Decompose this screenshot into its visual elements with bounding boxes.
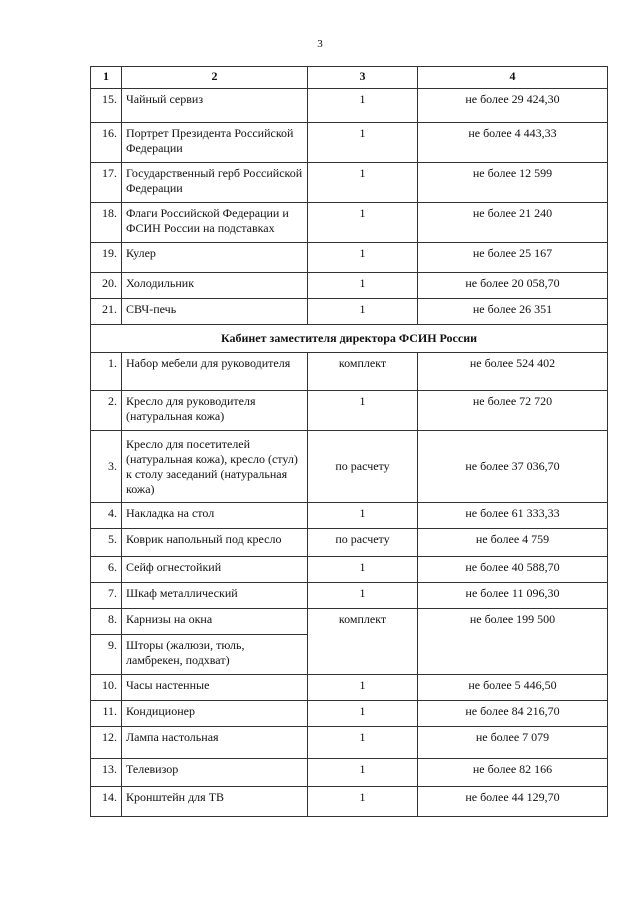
item-name: Сейф огнестойкий [122,557,308,583]
item-price: не более 72 720 [418,391,608,431]
row-number: 21. [91,299,122,325]
item-price: не более 7 079 [418,727,608,759]
item-name: СВЧ-печь [122,299,308,325]
item-qty: по расчету [308,431,418,503]
item-name: Лампа настольная [122,727,308,759]
row-number: 5. [91,529,122,557]
item-name: Карнизы на окна [122,609,308,635]
row-number: 11. [91,701,122,727]
item-qty: 1 [308,787,418,817]
table-header-row [91,67,608,89]
item-qty: 1 [308,123,418,163]
item-price: не более 82 166 [418,759,608,787]
item-qty: 1 [308,89,418,123]
item-price: не более 40 588,70 [418,557,608,583]
item-qty: 1 [308,675,418,701]
item-price: не более 199 500 [418,609,608,675]
row-number: 6. [91,557,122,583]
item-price: не более 84 216,70 [418,701,608,727]
item-name: Кондиционер [122,701,308,727]
item-price: не более 44 129,70 [418,787,608,817]
item-name: Шторы (жалюзи, тюль, ламбрекен, подхват) [122,635,308,675]
item-name: Холодильник [122,273,308,299]
table-row [91,529,608,557]
item-name: Чайный сервиз [122,89,308,123]
row-number: 8. [91,609,122,635]
table-row [91,243,608,273]
table-row [91,701,608,727]
item-price: не более 29 424,30 [418,89,608,123]
item-name: Коврик напольный под кресло [122,529,308,557]
row-number: 19. [91,243,122,273]
section-title: Кабинет заместителя директора ФСИН России [91,325,608,353]
item-name: Кронштейн для ТВ [122,787,308,817]
item-qty: 1 [308,273,418,299]
item-price: не более 21 240 [418,203,608,243]
item-name: Набор мебели для руководителя [122,353,308,391]
item-price: не более 4 443,33 [418,123,608,163]
item-price: не более 61 333,33 [418,503,608,529]
row-number: 10. [91,675,122,701]
item-name: Кулер [122,243,308,273]
item-price: не более 11 096,30 [418,583,608,609]
table-row [91,353,608,391]
item-price: не более 4 759 [418,529,608,557]
table-row [91,299,608,325]
table-row [91,675,608,701]
item-qty: 1 [308,243,418,273]
row-number: 17. [91,163,122,203]
item-name: Кресло для руководителя (натуральная кожа) [122,391,308,431]
item-qty: комплект [308,353,418,391]
table-row [91,583,608,609]
row-number: 2. [91,391,122,431]
item-qty: 1 [308,701,418,727]
item-qty: комплект [308,609,418,675]
item-qty: 1 [308,557,418,583]
row-number: 16. [91,123,122,163]
item-price: не более 12 599 [418,163,608,203]
header-col-2: 2 [122,67,308,89]
item-name: Портрет Президента Российской Федерации [122,123,308,163]
item-name: Телевизор [122,759,308,787]
item-price: не более 25 167 [418,243,608,273]
table-row [91,503,608,529]
row-number: 14. [91,787,122,817]
item-name: Флаги Российской Федерации и ФСИН России на подставках [122,203,308,243]
row-number: 20. [91,273,122,299]
header-col-4: 4 [418,67,608,89]
item-price: не более 26 351 [418,299,608,325]
item-price: не более 524 402 [418,353,608,391]
item-price: не более 37 036,70 [418,431,608,503]
table-row [91,163,608,203]
table-row [91,759,608,787]
row-number: 9. [91,635,122,675]
item-price: не более 20 058,70 [418,273,608,299]
item-name: Кресло для посетителей (натуральная кожа), кресло (стул) к столу заседаний (натуральная кожа) [122,431,308,503]
item-name: Шкаф металлический [122,583,308,609]
item-name: Государственный герб Российской Федерации [122,163,308,203]
table-row [91,391,608,431]
table-row [91,431,608,503]
item-qty: 1 [308,583,418,609]
item-qty: 1 [308,503,418,529]
row-number: 15. [91,89,122,123]
row-number: 4. [91,503,122,529]
item-qty: по расчету [308,529,418,557]
table-row [91,89,608,123]
item-qty: 1 [308,163,418,203]
item-qty: 1 [308,391,418,431]
header-col-1: 1 [91,67,122,89]
row-number: 13. [91,759,122,787]
row-number: 1. [91,353,122,391]
row-number: 3. [91,431,122,503]
table-row [91,609,608,635]
table-row [91,123,608,163]
row-number: 12. [91,727,122,759]
table-row [91,787,608,817]
header-col-3: 3 [308,67,418,89]
table-row [91,203,608,243]
item-qty: 1 [308,759,418,787]
item-qty: 1 [308,299,418,325]
row-number: 7. [91,583,122,609]
item-qty: 1 [308,727,418,759]
page-number: 3 [317,38,323,50]
row-number: 18. [91,203,122,243]
equipment-table [90,66,608,817]
item-qty: 1 [308,203,418,243]
table-row [91,727,608,759]
section-header-row [91,325,608,353]
item-name: Часы настенные [122,675,308,701]
table-row [91,273,608,299]
item-price: не более 5 446,50 [418,675,608,701]
table-row [91,557,608,583]
item-name: Накладка на стол [122,503,308,529]
